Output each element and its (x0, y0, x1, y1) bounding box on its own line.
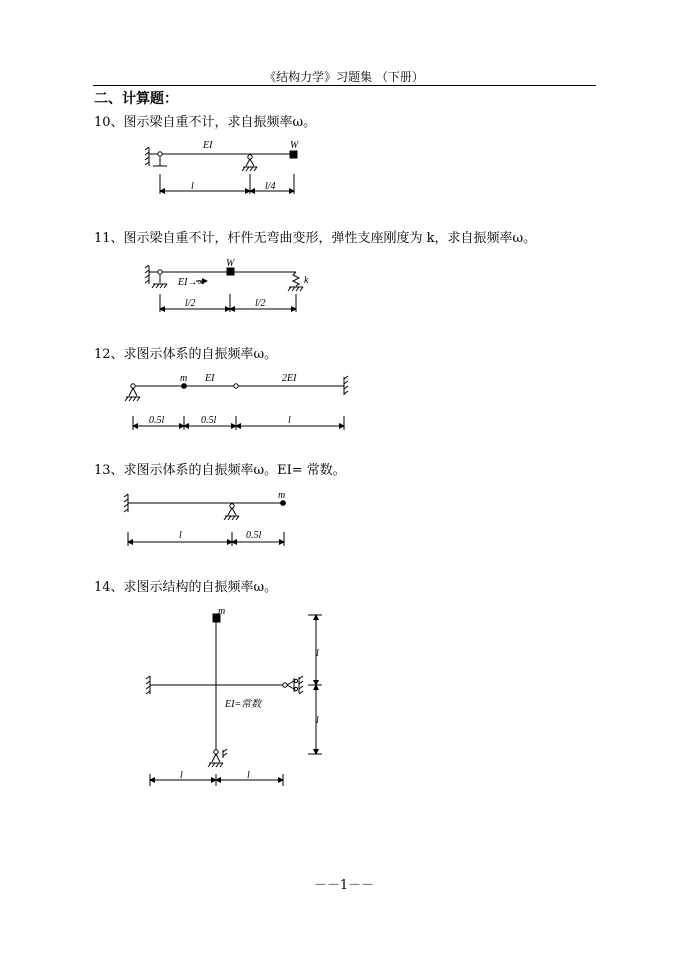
label-13-mass: m (278, 490, 286, 501)
label-11-span2: l/2 (255, 298, 266, 309)
problem-11-text: 11、图示梁自重不计，杆件无弯曲变形，弹性支座刚度为 k，求自振频率ω。 (94, 231, 537, 246)
label-14-h2: l (316, 715, 319, 726)
label-11-stiffness: EI→∞ (178, 277, 205, 288)
label-11-spring: k (304, 275, 309, 286)
label-10-mass: W (290, 140, 299, 151)
section-title: 二、计算题： (94, 91, 178, 107)
label-12-span1: 0.5l (149, 415, 165, 426)
label-14-v2: l (247, 770, 250, 781)
label-14-h1: l (316, 648, 319, 659)
label-11-span1: l/2 (185, 298, 196, 309)
page-header: 《结构力学》习题集 （下册） (264, 70, 424, 84)
label-13-span1: l (179, 530, 182, 541)
label-12-stiffness2: 2EI (282, 373, 297, 384)
label-11-mass: W (226, 258, 235, 269)
mass-block (290, 151, 297, 158)
mass-block (227, 268, 234, 275)
label-10-span1: l (191, 181, 194, 192)
label-12-span3: l (288, 415, 291, 426)
label-12-stiffness1: EI (205, 373, 215, 384)
page-number: －－1－－ (313, 878, 375, 893)
label-14-v1: l (180, 770, 183, 781)
problem-10-text: 10、图示梁自重不计，求自振频率ω。 (94, 115, 317, 130)
label-10-span2: l/4 (265, 181, 276, 192)
label-12-span2: 0.5l (201, 415, 217, 426)
label-13-span2: 0.5l (246, 530, 262, 541)
label-12-mass: m (180, 373, 188, 384)
problem-13-text: 13、求图示体系的自振频率ω。EI= 常数。 (94, 463, 346, 478)
label-10-stiffness: EI (203, 140, 213, 151)
figure-11 (145, 265, 303, 312)
problem-12-text: 12、求图示体系的自振频率ω。 (94, 347, 278, 362)
problem-14-text: 14、求图示结构的自振频率ω。 (94, 580, 278, 595)
label-14-mass: m (218, 606, 226, 617)
label-14-stiffness: EI=常数 (225, 699, 262, 710)
